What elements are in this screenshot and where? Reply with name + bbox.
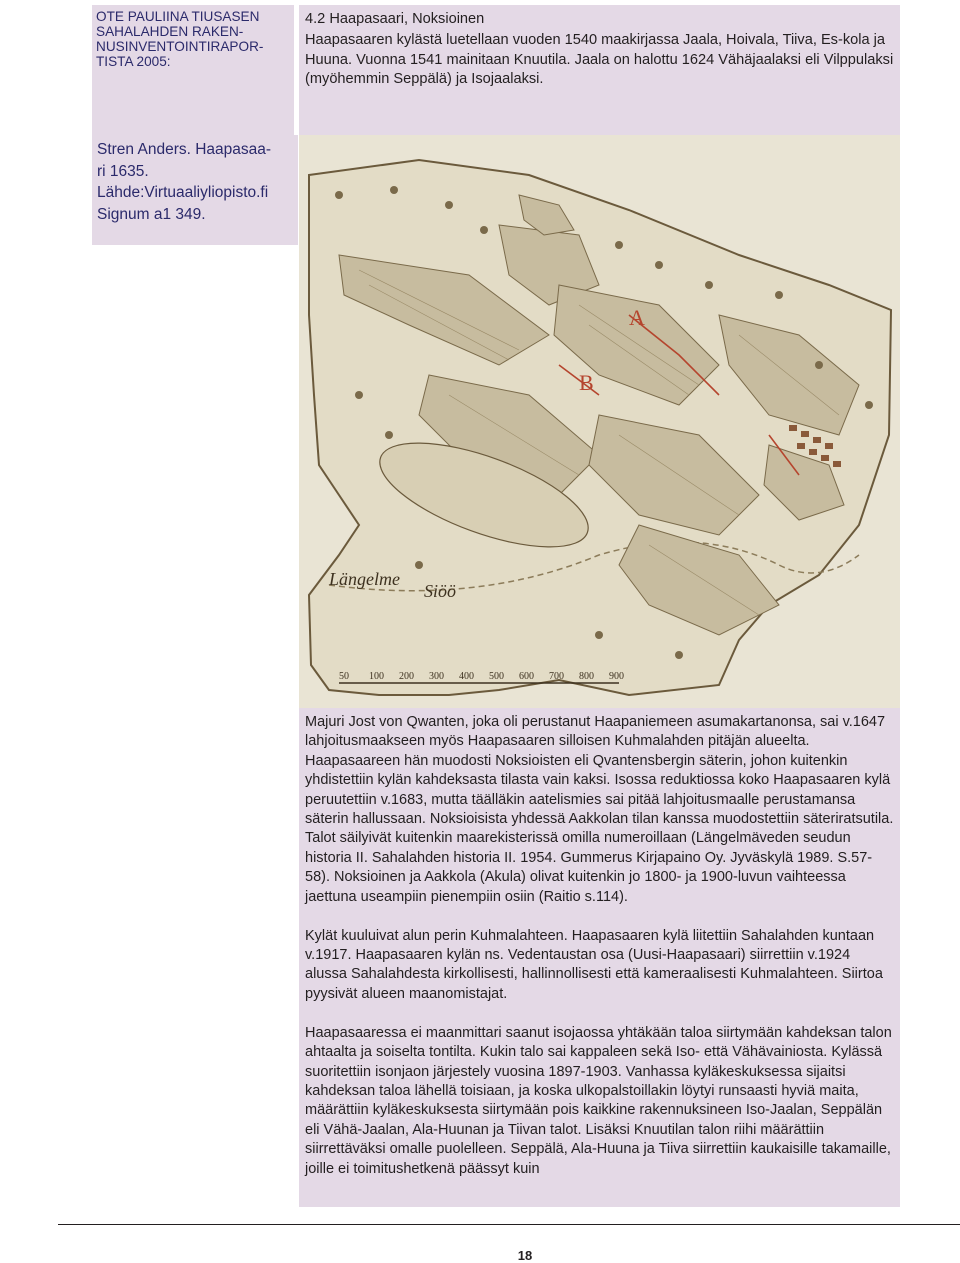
section-intro-box xyxy=(299,5,900,135)
intro-paragraph: Haapasaaren kylästä luetellaan vuoden 1540 maakirjassa Jaala, Hoivala, Tiiva, Es-kola ja Huuna. Vuonna 1541 mainitaan Knuutila. Jaala on halottu 1624 Vähäjaalaksi eli Vilppulaksi (myöhemmin Seppälä) ja Isojaalaksi. xyxy=(305,32,894,87)
body-paragraph: Haapasaaressa ei maanmittari saanut isojaossa yhtäkään taloa siirtymään kahdeksan talon ahtaalta ja soiselta tontilta. Kukin talo sai kappaleen sekä Iso- että Vähävainiosta. Kylässä suoritettiin isonjaon järjestely vuosina 1897-1903. Vanhassa kyläkeskuksessa sijaitsi kahdeksan taloa lähellä toisiaan, ja koska ulkopalstoillakin löytyi runsaasti hyviä maita, määrättiin kyläkeskuksesta siirtymään pois kaikkine rakennuksineen Iso-Jaalan, Seppälän eli Vähä-Jaalan, Ala-Huunan ja Tiivan talot. Lisäksi Knuutilan talon riihi määrättiin siirrettäväksi omalle puolelleen. Seppälä, Ala-Huuna ja Tiiva siirrettiin kaukaisille takamaille, joille ei toimitushetkenä päässyt kuin xyxy=(305,1024,892,1177)
scale-label: 500 xyxy=(489,671,504,682)
page-number: 18 xyxy=(517,1248,533,1263)
section-title: 4.2 Haapasaari, Noksioinen xyxy=(305,11,485,27)
map-label-langelme: Längelme xyxy=(329,569,400,589)
map-caption-line: Stren Anders. Haapasaa- xyxy=(97,141,272,158)
scale-label: 200 xyxy=(399,671,414,682)
scale-label: 900 xyxy=(609,671,624,682)
report-source-box xyxy=(92,5,294,135)
body-paragraph: Kylät kuuluivat alun perin Kuhmalahteen. Haapasaaren kylä liitettiin Sahalahden kuntaan v.1917. Haapasaaren kylän ns. Vedentaustan osa (Uusi-Haapasaari) siirrettiin v.1924 alussa Sahalahdesta kirkollisesti, hallinnollisesti että kameraalisesti Kuhmalahteen. Siirtoa pyysivät alueen maanomistajat. xyxy=(305,927,883,1002)
body-paragraph: Majuri Jost von Qwanten, joka oli perustanut Haapaniemeen asumakartanonsa, sai v.1647 lahjoitusmaakseen myös Haapasaaren silloisen Kuhmalahden pitäjän alueelta. Haapasaareen hän muodosti Noksioisten eli Qvantensbergin säterin, johon kuitenkin yhdistettiin kylän kahdeksasta tilasta vain kaksi. Isossa reduktiossa koko Haapasaaren kylä peruutettiin v.1683, mutta täälläkin aatelismies sai pitää lahjoitusmaalle perustamansa säterin hallussaan. Noksioisista yhdessä Aakkolan tilan kanssa muodostettiin säteriratsutila. Talot säilyivät kuitenkin maarekisterissä omilla numeroillaan (Längelmäveden seudun historia II. Sahalahden historia II. 1954. Gummerus Kirjapaino Oy. Jyväskylä 1989. S.57-58). Noksioinen ja Aakkola (Akula) olivat kuitenkin jo 1800- ja 1900-luvun vaihteessa jaettuna useampiin pienempiin osiin (Raitio s.114). xyxy=(305,714,894,905)
scale-label: 600 xyxy=(519,671,534,682)
map-label-sioo: Siöö xyxy=(424,581,457,601)
map-drawing xyxy=(299,135,900,708)
scale-label: 700 xyxy=(549,671,564,682)
body-text-box xyxy=(299,708,900,1207)
map-label-b: B xyxy=(579,370,594,395)
scale-label: 50 xyxy=(339,671,349,682)
map-caption-line: ri 1635. xyxy=(97,162,149,180)
scale-label: 300 xyxy=(429,671,444,682)
scale-label: 100 xyxy=(369,671,384,682)
scale-label: 400 xyxy=(459,671,474,682)
footer-rule xyxy=(58,1224,960,1225)
scale-label: 800 xyxy=(579,671,594,682)
map-label-a: A xyxy=(629,305,645,330)
map-caption-box xyxy=(92,135,298,245)
report-source-text: OTE PAULIINA TIUSASEN SAHALAHDEN RAKEN-NUSINVENTOINTIRAPOR-TISTA 2005: xyxy=(96,9,264,69)
map-caption-line: Signum a1 349. xyxy=(97,205,206,223)
historical-map xyxy=(299,135,900,708)
map-caption-line: Lähde:Virtuaaliyliopisto.fi xyxy=(97,184,269,201)
